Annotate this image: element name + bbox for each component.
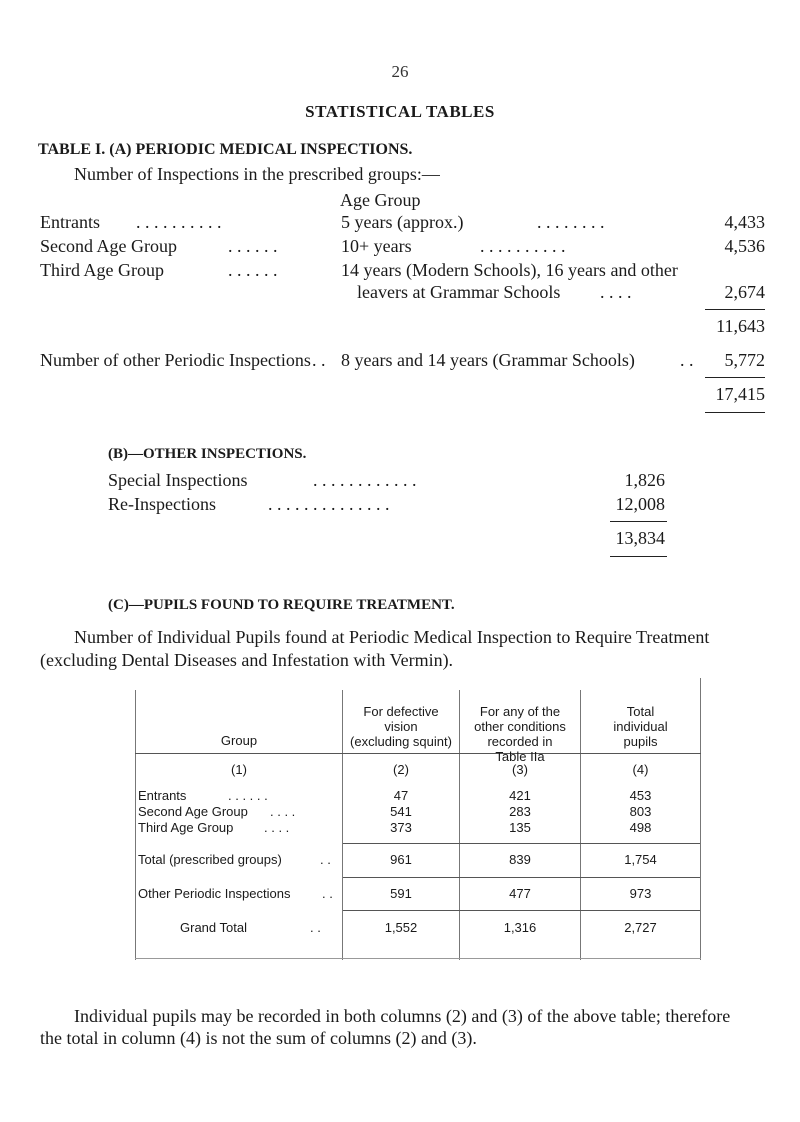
table1-intro: Number of Inspections in the prescribed groups:— — [74, 164, 440, 184]
leader-dots: . . . . . . . . . . — [136, 212, 222, 232]
col-header-group: Group — [220, 733, 258, 748]
leader-dots: . . . . . . — [228, 260, 278, 280]
cell-total: 803 — [629, 804, 652, 819]
cell-other: 839 — [509, 852, 531, 867]
cell-vision: 1,552 — [384, 920, 418, 935]
leader-dots: . . . . — [270, 804, 296, 819]
col-number: (2) — [393, 762, 409, 777]
col-header-total: Total individual pupils — [613, 704, 668, 749]
total-underline — [705, 412, 765, 413]
group-label: Grand Total — [180, 920, 247, 935]
leader-dots: . . . . . . . . — [537, 212, 605, 232]
section-c-heading: (C)—PUPILS FOUND TO REQUIRE TREATMENT. — [108, 597, 455, 613]
section-b-total-underline — [610, 556, 667, 557]
inspection-count: 5,772 — [724, 350, 765, 370]
cell-vision: 373 — [390, 820, 412, 835]
cell-total: 498 — [629, 820, 652, 835]
cell-vision: 591 — [390, 886, 412, 901]
inspection-count: 4,536 — [724, 236, 765, 256]
inspection-count: 1,826 — [624, 470, 665, 490]
group-label: Other Periodic Inspections — [138, 886, 291, 901]
cell-other: 283 — [509, 804, 531, 819]
section-b-total: 13,834 — [615, 528, 665, 548]
group-label: Third Age Group — [138, 820, 234, 835]
leader-dots: . . . . . . — [228, 236, 278, 256]
cell-other: 477 — [509, 886, 531, 901]
age-description: 10+ years — [341, 236, 412, 256]
cell-total: 1,754 — [624, 852, 657, 867]
group-label: Total (prescribed groups) — [138, 852, 282, 867]
row-label: Second Age Group — [40, 236, 177, 256]
col-number: (3) — [512, 762, 528, 777]
age-description: 5 years (approx.) — [341, 212, 464, 232]
leader-dots: . . . . . . . . . . — [480, 236, 566, 256]
age-group-header: Age Group — [340, 190, 421, 210]
leader-dots: . . — [680, 350, 694, 370]
total-rule — [343, 910, 700, 911]
subtotal-rule — [705, 309, 765, 310]
subtotal-rule — [343, 843, 700, 844]
inspection-count: 2,674 — [724, 282, 765, 302]
footnote-cont: the total in column (4) is not the sum of columns (2) and (3). — [40, 1028, 477, 1048]
page-number: 26 — [391, 62, 409, 81]
col-number: (4) — [632, 762, 649, 777]
subtotal-value: 11,643 — [716, 316, 765, 336]
cell-vision: 541 — [390, 804, 412, 819]
cell-vision: 961 — [390, 852, 412, 867]
leader-dots: . . . . — [264, 820, 290, 835]
leader-dots: . . . . — [600, 282, 632, 302]
age-description: 8 years and 14 years (Grammar Schools) — [341, 350, 635, 370]
section-c-intro-cont: (excluding Dental Diseases and Infestation with Vermin). — [40, 650, 454, 670]
cell-other: 135 — [509, 820, 531, 835]
section-c-intro: Number of Individual Pupils found at Periodic Medical Inspection to Require Treatment — [74, 627, 710, 647]
cell-total: 973 — [629, 886, 652, 901]
cell-other: 1,316 — [503, 920, 537, 935]
group-label: Entrants — [138, 788, 187, 803]
row-label: Special Inspections — [108, 470, 248, 490]
group-label: Second Age Group — [138, 804, 248, 819]
section-b-total-rule — [610, 521, 667, 522]
table-bottom-border — [135, 958, 701, 959]
leader-dots: . . . . . . . . . . . . — [313, 470, 417, 490]
row-label: Re-Inspections — [108, 494, 216, 514]
row-label: Entrants — [40, 212, 100, 232]
leader-dots: . . — [310, 920, 321, 935]
table-border-left — [135, 690, 136, 960]
leader-dots: . . — [320, 852, 331, 867]
cell-total: 2,727 — [624, 920, 657, 935]
table1-heading: TABLE I. (A) PERIODIC MEDICAL INSPECTIONS. — [38, 141, 413, 158]
footnote: Individual pupils may be recorded in both columns (2) and (3) of the above table; therefore — [74, 1006, 731, 1026]
table-border-right — [700, 678, 701, 960]
section-b-heading: (B)—OTHER INSPECTIONS. — [108, 446, 307, 462]
cell-vision: 47 — [393, 788, 409, 803]
total-value: 17,415 — [715, 384, 765, 404]
age-description: 14 years (Modern Schools), 16 years and other — [341, 260, 678, 280]
col-number: (1) — [231, 762, 247, 777]
cell-other: 421 — [509, 788, 531, 803]
subtotal-rule — [343, 877, 700, 878]
inspection-count: 12,008 — [615, 494, 665, 514]
age-description-cont: leavers at Grammar Schools — [357, 282, 561, 302]
total-rule — [705, 377, 765, 378]
leader-dots: . . . . . . — [228, 788, 268, 803]
row-label: Third Age Group — [40, 260, 164, 280]
cell-total: 453 — [629, 788, 652, 803]
leader-dots: . . — [312, 350, 326, 370]
col-header-other-conditions: For any of the other conditions recorded in Table IIa — [474, 704, 566, 764]
header-rule — [135, 753, 701, 754]
page-title: STATISTICAL TABLES — [305, 102, 495, 121]
col-header-vision: For defective vision (excluding squint) — [350, 704, 452, 749]
row-label: Number of other Periodic Inspections — [40, 350, 311, 370]
inspection-count: 4,433 — [724, 212, 765, 232]
leader-dots: . . — [322, 886, 333, 901]
leader-dots: . . . . . . . . . . . . . . — [268, 494, 390, 514]
